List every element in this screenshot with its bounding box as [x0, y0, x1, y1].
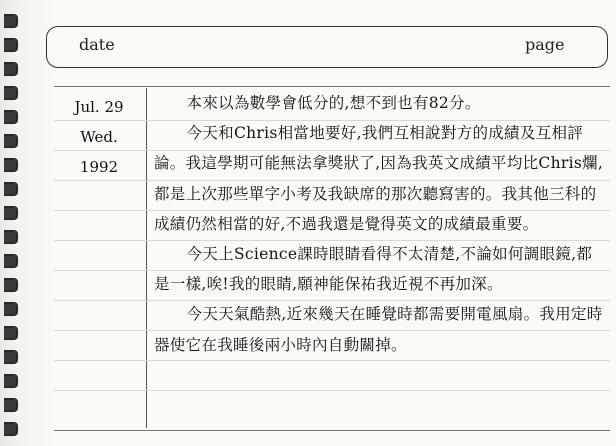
binding-ring — [4, 350, 20, 362]
page-label: page — [525, 35, 565, 54]
binding-ring — [4, 374, 20, 386]
binding-ring — [4, 422, 20, 434]
binding-ring — [4, 86, 20, 98]
paragraph-1: 本來以為數學會低分的,想不到也有82分。 — [186, 94, 481, 112]
binding-ring — [4, 158, 20, 170]
binding-ring — [4, 254, 20, 266]
top-rule — [54, 86, 610, 87]
bottom-rule — [54, 430, 610, 431]
diary-entry — [154, 88, 606, 360]
binding-ring — [4, 398, 20, 410]
paragraph-3: 今天上Science課時眼睛看得不太清楚,不論如何調眼鏡,都是一樣,唉!我的眼睛,願神能保祐我近視不再加深。 — [154, 245, 593, 294]
ruled-line — [54, 360, 610, 361]
spiral-binding — [0, 14, 26, 446]
ruled-line — [54, 390, 610, 391]
binding-ring — [4, 206, 20, 218]
binding-ring — [4, 110, 20, 122]
entry-date — [56, 92, 142, 182]
binding-ring — [4, 302, 20, 314]
date-label: date — [79, 35, 115, 54]
paragraph-4: 今天天氣酷熱,近來幾天在睡覺時都需要開電風扇。我用定時器使它在我睡後兩小時內自動關掉。 — [154, 305, 603, 354]
binding-ring — [4, 14, 20, 26]
entry-weekday: Wed. — [80, 128, 118, 146]
binding-ring — [4, 278, 20, 290]
binding-ring — [4, 326, 20, 338]
binding-ring — [4, 230, 20, 242]
entry-month-day: Jul. 29 — [74, 98, 124, 116]
binding-ring — [4, 38, 20, 50]
margin-line — [146, 88, 147, 428]
binding-ring — [4, 182, 20, 194]
paragraph-2: 今天和Chris相當地要好,我們互相說對方的成績及互相評論。我這學期可能無法拿獎狀了,因為我英文成績平均比Chris爛,都是上次那些單字小考及我缺席的那次聽寫害的。我其他三科的成績仍然相當的好,不過我還是覺得英文的成績最重要。 — [154, 124, 604, 233]
header-box — [46, 26, 608, 68]
binding-ring — [4, 62, 20, 74]
entry-year: 1992 — [79, 158, 119, 176]
binding-ring — [4, 134, 20, 146]
